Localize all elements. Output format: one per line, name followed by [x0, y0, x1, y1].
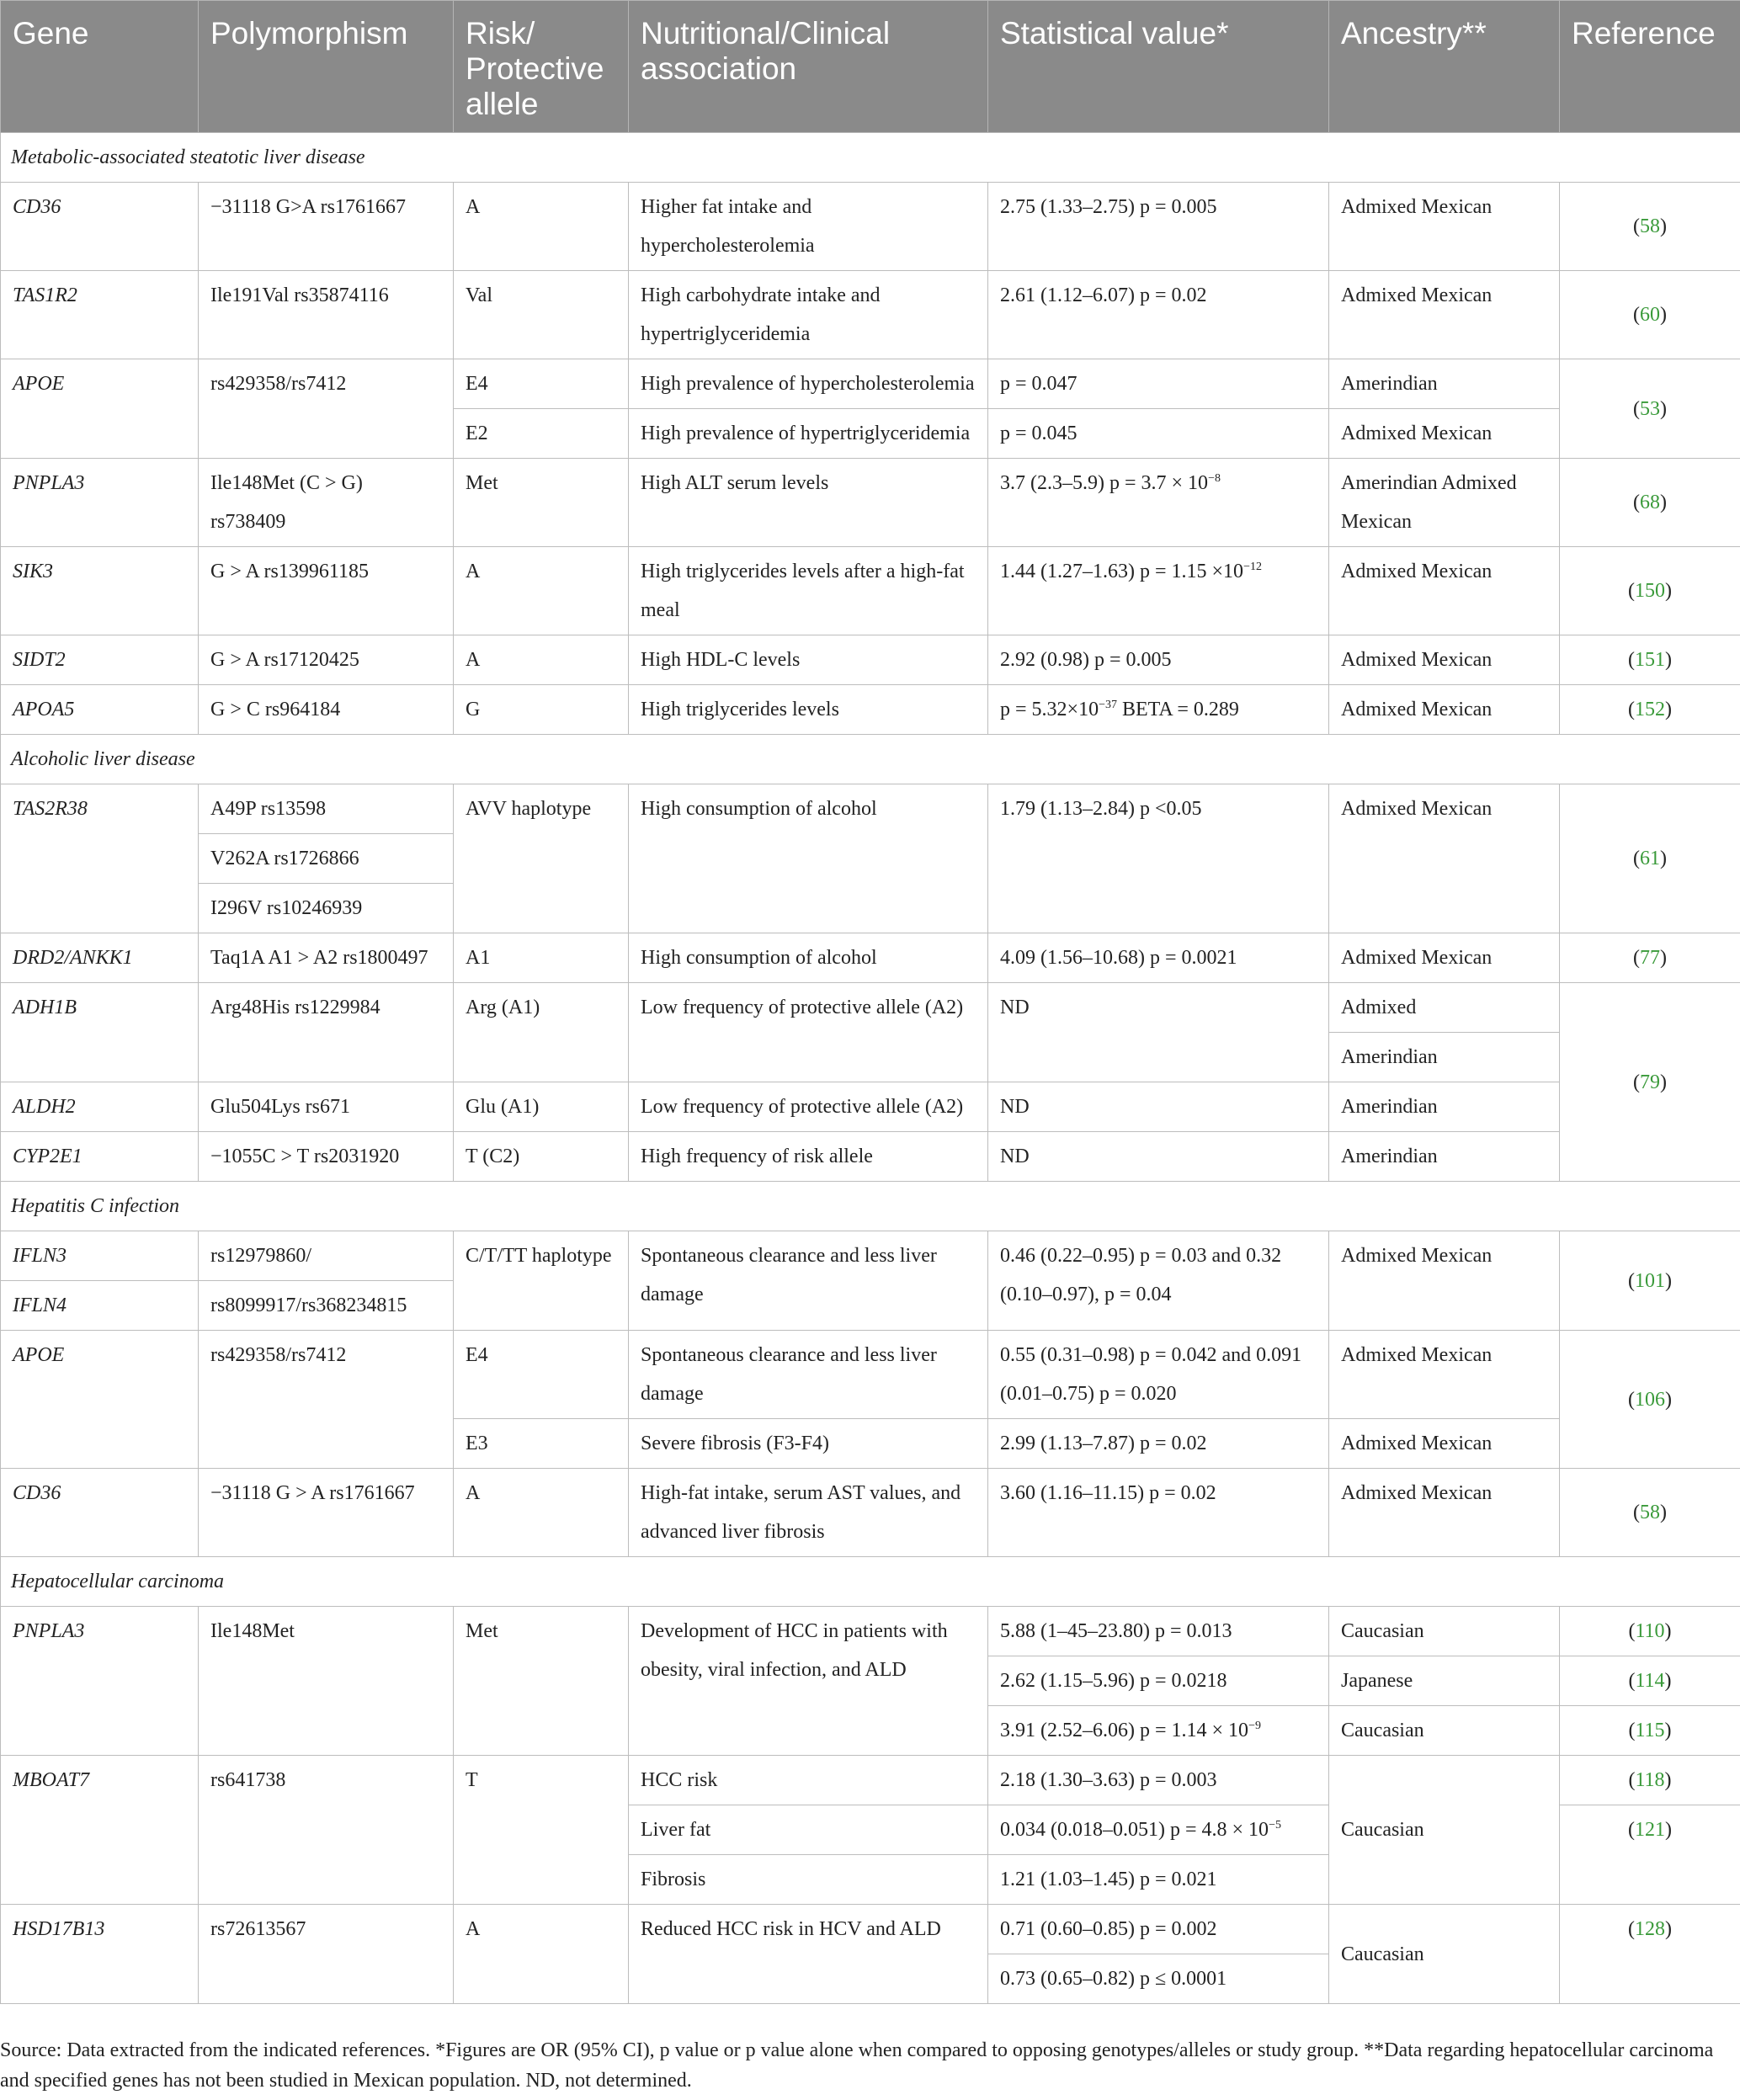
reference-link[interactable]: 110 [1635, 1620, 1665, 1642]
allele-cell: A [454, 183, 629, 271]
reference-link[interactable]: 101 [1635, 1269, 1665, 1292]
ancestry-cell: Admixed Mexican [1329, 1469, 1560, 1557]
gene-cell: ALDH2 [1, 1082, 199, 1132]
table-header-row [1, 1, 1740, 133]
stat-cell: 2.75 (1.33–2.75) p = 0.005 [988, 183, 1329, 271]
stat-cell: 2.61 (1.12–6.07) p = 0.02 [988, 271, 1329, 359]
allele-cell: T (C2) [454, 1132, 629, 1182]
allele-cell: Met [454, 459, 629, 547]
ancestry-cell: Admixed Mexican [1329, 183, 1560, 271]
stat-cell: 2.18 (1.30–3.63) p = 0.003 [988, 1756, 1329, 1805]
allele-cell: C/T/TT haplotype [454, 1231, 629, 1331]
polymorphism-cell: −1055C > T rs2031920 [199, 1132, 454, 1182]
reference-cell: (106) [1560, 1331, 1740, 1469]
stat-text: 0.034 (0.018–0.051) p = 4.8 × 10 [1000, 1819, 1269, 1841]
gene-cell: IFLN3 [1, 1231, 199, 1281]
ancestry-cell: Amerindian Admixed Mexican [1329, 459, 1560, 547]
polymorphism-cell: G > A rs139961185 [199, 547, 454, 635]
reference-link[interactable]: 58 [1640, 1502, 1660, 1523]
table-row [1, 635, 1740, 685]
allele-cell: Met [454, 1607, 629, 1756]
polymorphism-cell: rs8099917/rs368234815 [199, 1281, 454, 1331]
association-cell: High triglycerides levels after a high-fat meal [629, 547, 988, 635]
association-cell: High HDL-C levels [629, 635, 988, 685]
reference-cell: (61) [1560, 784, 1740, 933]
stat-cell: 2.99 (1.13–7.87) p = 0.02 [988, 1419, 1329, 1469]
polymorphism-cell: −31118 G > A rs1761667 [199, 1469, 454, 1557]
polymorphism-cell: Glu504Lys rs671 [199, 1082, 454, 1132]
reference-cell: (77) [1560, 933, 1740, 983]
allele-cell: Glu (A1) [454, 1082, 629, 1132]
stat-cell: p = 0.045 [988, 409, 1329, 459]
allele-cell: AVV haplotype [454, 784, 629, 933]
association-cell: High ALT serum levels [629, 459, 988, 547]
reference-cell: (151) [1560, 635, 1740, 685]
ancestry-cell: Admixed [1329, 983, 1560, 1033]
reference-cell: (101) [1560, 1231, 1740, 1331]
table-row [1, 685, 1740, 735]
header-polymorphism: Polymorphism [199, 1, 454, 133]
header-ancestry: Ancestry** [1329, 1, 1560, 133]
table-row [1, 933, 1740, 983]
allele-cell: A [454, 635, 629, 685]
section-row [1, 133, 1740, 183]
allele-cell: A1 [454, 933, 629, 983]
reference-cell: (118) [1560, 1756, 1740, 1805]
table-row [1, 1756, 1740, 1805]
stat-cell: ND [988, 983, 1329, 1082]
stat-cell: 2.62 (1.15–5.96) p = 0.0218 [988, 1656, 1329, 1706]
association-cell: Fibrosis [629, 1855, 988, 1905]
reference-cell: (53) [1560, 359, 1740, 459]
reference-link[interactable]: 77 [1640, 947, 1660, 969]
stat-exponent: −5 [1269, 1819, 1281, 1832]
polymorphism-cell: Ile148Met (C > G) rs738409 [199, 459, 454, 547]
header-allele: Risk/ Protective allele [454, 1, 629, 133]
stat-cell: 1.79 (1.13–2.84) p <0.05 [988, 784, 1329, 933]
reference-link[interactable]: 79 [1640, 1071, 1660, 1093]
polymorphism-cell: Arg48His rs1229984 [199, 983, 454, 1082]
gene-cell: PNPLA3 [1, 459, 199, 547]
gene-cell: SIK3 [1, 547, 199, 635]
reference-cell: (115) [1560, 1706, 1740, 1756]
polymorphism-cell: rs641738 [199, 1756, 454, 1905]
association-cell: HCC risk [629, 1756, 988, 1805]
reference-cell: (150) [1560, 547, 1740, 635]
ancestry-cell: Admixed Mexican [1329, 685, 1560, 735]
allele-cell: E3 [454, 1419, 629, 1469]
stat-cell: 5.88 (1–45–23.80) p = 0.013 [988, 1607, 1329, 1656]
gene-cell: HSD17B13 [1, 1905, 199, 2004]
table-row [1, 547, 1740, 635]
gene-cell: PNPLA3 [1, 1607, 199, 1756]
ancestry-cell: Admixed Mexican [1329, 1419, 1560, 1469]
table-footnote: Source: Data extracted from the indicated references. *Figures are OR (95% CI), p value or p value alone when compared to opposing genotypes/alleles or study group. **Data regarding hepatocellular carcinoma and specified genes has not been studied in Mexican population. ND, not determined. [0, 2039, 1714, 2092]
ancestry-cell: Japanese [1329, 1656, 1560, 1706]
polymorphism-cell: Ile191Val rs35874116 [199, 271, 454, 359]
ancestry-cell: Admixed Mexican [1329, 409, 1560, 459]
section-title: Metabolic-associated steatotic liver disease [1, 133, 1740, 183]
stat-cell [988, 1706, 1329, 1756]
ancestry-cell: Admixed Mexican [1329, 784, 1560, 933]
gene-cell: TAS1R2 [1, 271, 199, 359]
table-row [1, 1132, 1740, 1182]
reference-link[interactable]: 121 [1635, 1819, 1665, 1841]
allele-cell: E4 [454, 359, 629, 409]
header-statistical-value: Statistical value* [988, 1, 1329, 133]
association-cell: Low frequency of protective allele (A2) [629, 1082, 988, 1132]
reference-link[interactable]: 152 [1635, 699, 1665, 720]
gene-cell: CD36 [1, 1469, 199, 1557]
stat-beta: BETA = 0.289 [1116, 699, 1239, 720]
stat-cell [988, 547, 1329, 635]
polymorphism-cell: rs429358/rs7412 [199, 359, 454, 459]
ancestry-cell: Admixed Mexican [1329, 635, 1560, 685]
reference-cell: (58) [1560, 1469, 1740, 1557]
stat-text: 1.44 (1.27–1.63) p = 1.15 ×10 [1000, 561, 1244, 582]
stat-text: 3.7 (2.3–5.9) p = 3.7 × 10 [1000, 472, 1209, 494]
polymorphism-cell: rs72613567 [199, 1905, 454, 2004]
reference-link[interactable]: 115 [1635, 1720, 1665, 1741]
table-row [1, 359, 1740, 409]
stat-cell: ND [988, 1082, 1329, 1132]
association-cell: High triglycerides levels [629, 685, 988, 735]
reference-cell: (152) [1560, 685, 1740, 735]
reference-cell: (58) [1560, 183, 1740, 271]
association-cell: High consumption of alcohol [629, 933, 988, 983]
ancestry-cell: Amerindian [1329, 1082, 1560, 1132]
stat-cell [988, 685, 1329, 735]
gene-cell: APOA5 [1, 685, 199, 735]
allele-cell: A [454, 1469, 629, 1557]
reference-cell: (114) [1560, 1656, 1740, 1706]
reference-link[interactable]: 60 [1640, 304, 1660, 326]
reference-link[interactable]: 114 [1635, 1670, 1665, 1692]
stat-cell: 2.92 (0.98) p = 0.005 [988, 635, 1329, 685]
polymorphism-cell: G > C rs964184 [199, 685, 454, 735]
stat-cell: 0.71 (0.60–0.85) p = 0.002 [988, 1905, 1329, 1954]
reference-link[interactable]: 106 [1635, 1388, 1665, 1411]
association-cell: Spontaneous clearance and less liver damage [629, 1231, 988, 1331]
polymorphism-cell: Ile148Met [199, 1607, 454, 1756]
section-title: Alcoholic liver disease [1, 735, 1740, 784]
ancestry-cell: Admixed Mexican [1329, 271, 1560, 359]
ancestry-cell: Admixed Mexican [1329, 933, 1560, 983]
reference-cell: (110) [1560, 1607, 1740, 1656]
section-title: Hepatocellular carcinoma [1, 1557, 1740, 1607]
reference-cell: (79) [1560, 983, 1740, 1182]
polymorphism-cell: rs429358/rs7412 [199, 1331, 454, 1469]
header-gene: Gene [1, 1, 199, 133]
association-cell: High carbohydrate intake and hypertriglyceridemia [629, 271, 988, 359]
association-cell: Development of HCC in patients with obesity, viral infection, and ALD [629, 1607, 988, 1756]
ancestry-cell: Caucasian [1329, 1607, 1560, 1656]
association-cell: Liver fat [629, 1805, 988, 1855]
association-cell: High prevalence of hypercholesterolemia [629, 359, 988, 409]
gene-cell: APOE [1, 1331, 199, 1469]
allele-cell: A [454, 1905, 629, 2004]
gene-cell: SIDT2 [1, 635, 199, 685]
reference-link[interactable]: 68 [1640, 492, 1660, 513]
section-row [1, 735, 1740, 784]
allele-cell: E2 [454, 409, 629, 459]
allele-cell: Arg (A1) [454, 983, 629, 1082]
reference-link[interactable]: 151 [1635, 649, 1665, 671]
table-row [1, 271, 1740, 359]
table-row [1, 1905, 1740, 1954]
reference-cell: (60) [1560, 271, 1740, 359]
stat-exponent: −9 [1248, 1720, 1261, 1732]
reference-link[interactable]: 128 [1635, 1918, 1665, 1940]
stat-cell: 3.60 (1.16–11.15) p = 0.02 [988, 1469, 1329, 1557]
gene-cell: APOE [1, 359, 199, 459]
stat-cell: 4.09 (1.56–10.68) p = 0.0021 [988, 933, 1329, 983]
gene-cell: ADH1B [1, 983, 199, 1082]
ancestry-cell: Amerindian [1329, 359, 1560, 409]
stat-exponent: −37 [1099, 699, 1117, 711]
association-cell: Severe fibrosis (F3-F4) [629, 1419, 988, 1469]
allele-cell: G [454, 685, 629, 735]
polymorphism-cell: −31118 G>A rs1761667 [199, 183, 454, 271]
association-cell: Reduced HCC risk in HCV and ALD [629, 1905, 988, 2004]
stat-cell: 1.21 (1.03–1.45) p = 0.021 [988, 1855, 1329, 1905]
polymorphism-cell: rs12979860/ [199, 1231, 454, 1281]
reference-link[interactable]: 61 [1640, 848, 1660, 869]
allele-cell: A [454, 547, 629, 635]
polymorphism-cell: G > A rs17120425 [199, 635, 454, 685]
section-title: Hepatitis C infection [1, 1182, 1740, 1231]
stat-text: 3.91 (2.52–6.06) p = 1.14 × 10 [1000, 1720, 1249, 1741]
reference-link[interactable]: 150 [1635, 580, 1665, 602]
association-cell: Higher fat intake and hypercholesterolemia [629, 183, 988, 271]
association-cell: High prevalence of hypertriglyceridemia [629, 409, 988, 459]
gene-cell: DRD2/ANKK1 [1, 933, 199, 983]
ancestry-cell: Admixed Mexican [1329, 1231, 1560, 1331]
ancestry-cell: Admixed Mexican [1329, 1331, 1560, 1419]
stat-text: p = 5.32×10 [1000, 699, 1099, 720]
polymorphism-cell: I296V rs10246939 [199, 884, 454, 933]
table-row [1, 1231, 1740, 1281]
ancestry-cell: Amerindian [1329, 1132, 1560, 1182]
stat-exponent: −8 [1208, 472, 1221, 485]
stat-cell [988, 459, 1329, 547]
stat-exponent: −12 [1243, 561, 1262, 573]
reference-link[interactable]: 118 [1635, 1769, 1665, 1791]
reference-cell: (68) [1560, 459, 1740, 547]
reference-cell: (128) [1560, 1905, 1740, 2004]
table-row [1, 1082, 1740, 1132]
reference-link[interactable]: 58 [1640, 215, 1660, 237]
gene-cell: TAS2R38 [1, 784, 199, 933]
allele-cell: Val [454, 271, 629, 359]
gene-cell: CYP2E1 [1, 1132, 199, 1182]
association-cell: High consumption of alcohol [629, 784, 988, 933]
ancestry-cell: Caucasian [1329, 1756, 1560, 1905]
reference-link[interactable]: 53 [1640, 397, 1660, 420]
header-reference: Reference [1560, 1, 1740, 133]
association-cell: Low frequency of protective allele (A2) [629, 983, 988, 1082]
polymorphism-cell: V262A rs1726866 [199, 834, 454, 884]
association-cell: Spontaneous clearance and less liver damage [629, 1331, 988, 1419]
table-row [1, 784, 1740, 834]
reference-cell: (121) [1560, 1805, 1740, 1905]
gene-cell: IFLN4 [1, 1281, 199, 1331]
ancestry-cell: Caucasian [1329, 1706, 1560, 1756]
table-row [1, 1331, 1740, 1419]
ancestry-cell: Amerindian [1329, 1033, 1560, 1082]
polymorphism-cell: A49P rs13598 [199, 784, 454, 834]
association-cell: High frequency of risk allele [629, 1132, 988, 1182]
table-row [1, 459, 1740, 547]
stat-cell: p = 0.047 [988, 359, 1329, 409]
ancestry-cell: Caucasian [1329, 1905, 1560, 2004]
ancestry-cell: Admixed Mexican [1329, 547, 1560, 635]
table-row [1, 983, 1740, 1033]
table-row [1, 183, 1740, 271]
stat-cell: 0.46 (0.22–0.95) p = 0.03 and 0.32 (0.10–0.97), p = 0.04 [988, 1231, 1329, 1331]
allele-cell: E4 [454, 1331, 629, 1419]
header-association: Nutritional/Clinical association [629, 1, 988, 133]
section-row [1, 1557, 1740, 1607]
gene-cell: CD36 [1, 183, 199, 271]
polymorphism-cell: Taq1A A1 > A2 rs1800497 [199, 933, 454, 983]
stat-cell: ND [988, 1132, 1329, 1182]
stat-cell: 0.55 (0.31–0.98) p = 0.042 and 0.091 (0.01–0.75) p = 0.020 [988, 1331, 1329, 1419]
section-row [1, 1182, 1740, 1231]
table-row [1, 1607, 1740, 1656]
stat-cell: 0.73 (0.65–0.82) p ≤ 0.0001 [988, 1954, 1329, 2004]
gene-cell: MBOAT7 [1, 1756, 199, 1905]
table-row [1, 1469, 1740, 1557]
allele-cell: T [454, 1756, 629, 1905]
association-cell: High-fat intake, serum AST values, and advanced liver fibrosis [629, 1469, 988, 1557]
stat-cell [988, 1805, 1329, 1855]
